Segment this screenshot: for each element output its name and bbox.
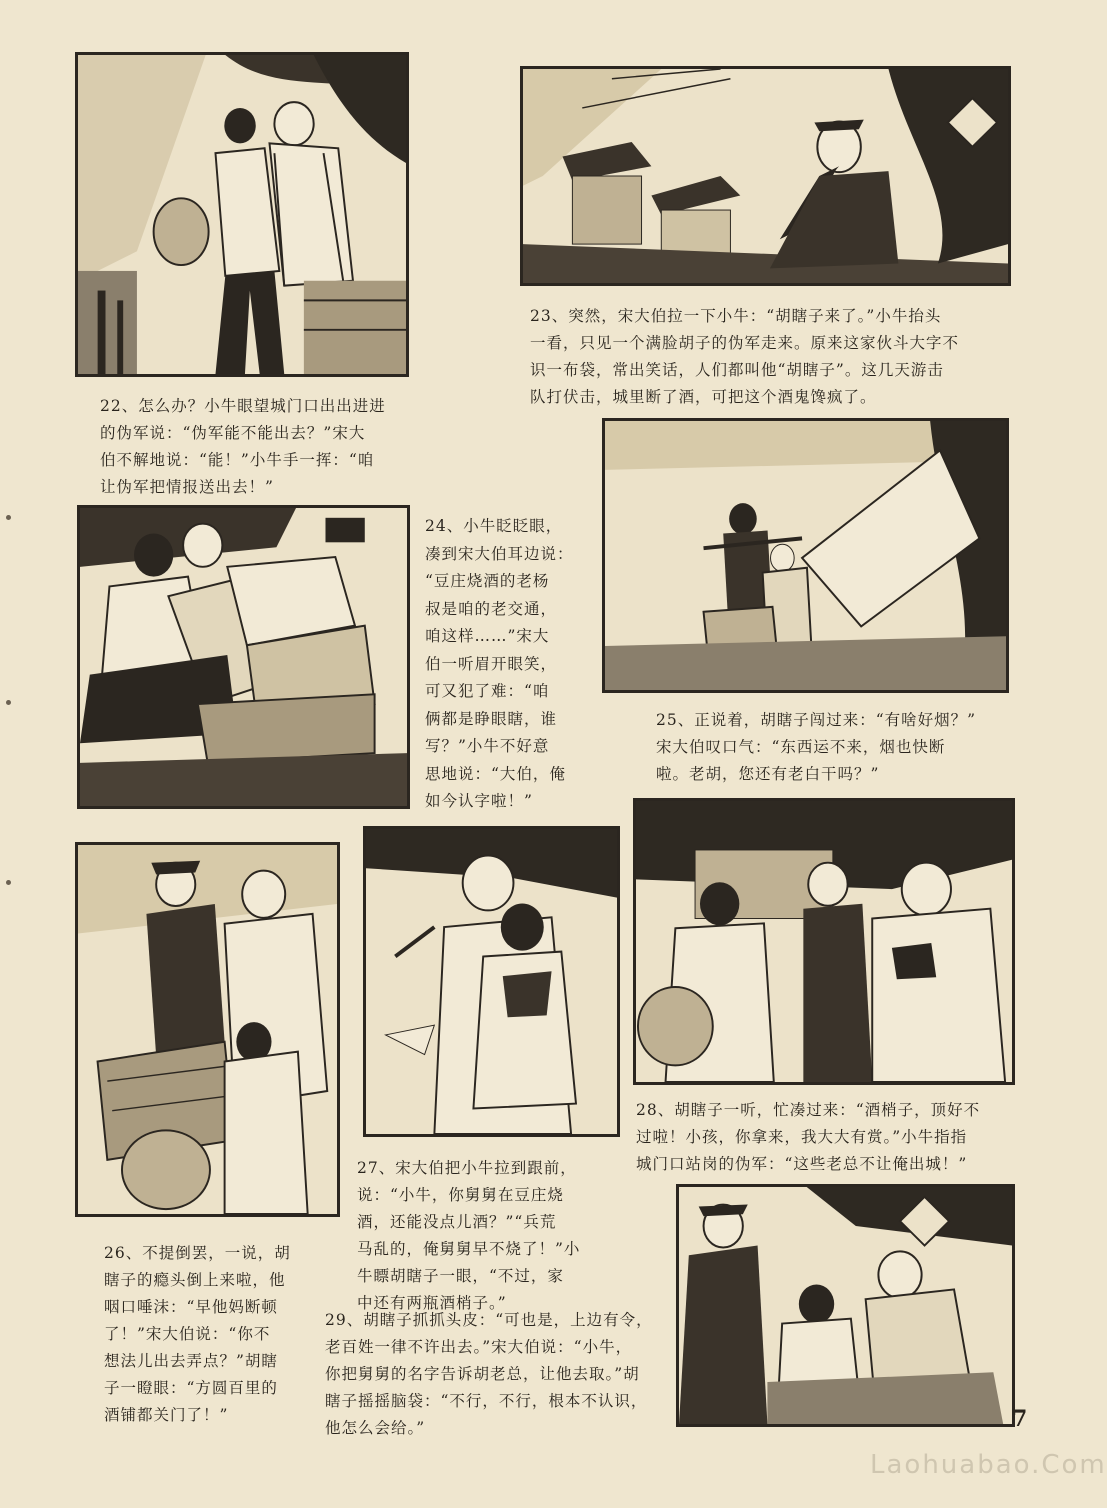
caption-27: 27、宋大伯把小牛拉到跟前， 说：“小牛，你舅舅在豆庄烧 酒，还能没点儿酒？”“兵荒 马乱的，俺舅舅早不烧了！”小 牛瞟胡瞎子一眼，“不过，家 中还有两瓶酒梢子。” [357, 1159, 581, 1312]
binding-hole [6, 700, 11, 705]
panel-24-illustration [77, 505, 410, 809]
panel-26-illustration [75, 842, 340, 1217]
binding-hole [6, 880, 11, 885]
panel-29-illustration [676, 1184, 1015, 1427]
caption-24: 24、小牛眨眨眼， 凑到宋大伯耳边说： “豆庄烧酒的老杨 叔是咱的老交通， 咱这样……”宋大 伯一听眉开眼笑， 可又犯了难：“咱 俩都是睁眼瞎，谁 写？”小牛不好意 思地说：“大伯，俺 如今认字啦！” [425, 517, 574, 810]
caption-25: 25、正说着，胡瞎子闯过来：“有啥好烟？” 宋大伯叹口气：“东西运不来，烟也快断 啦。老胡，您还有老白干吗？” [656, 711, 977, 783]
caption-29: 29、胡瞎子抓抓头皮：“可也是，上边有令， 老百姓一律不许出去。”宋大伯说：“小牛， 你把舅舅的名字告诉胡老总，让他去取。”胡 瞎子摇摇脑袋：“不行，不行，根本不认识， 他怎么会给。” [325, 1311, 653, 1437]
panel-27-illustration [363, 826, 620, 1137]
caption-28: 28、胡瞎子一听，忙凑过来：“酒梢子，顶好不 过啦！小孩，你拿来，我大大有赏。”小牛指指 城门口站岗的伪军：“这些老总不让俺出城！” [636, 1101, 981, 1173]
panel-28-illustration [633, 798, 1015, 1085]
watermark: Laohuabao.Com [870, 1450, 1107, 1480]
panel-22-illustration [75, 52, 409, 377]
caption-23: 23、突然，宋大伯拉一下小牛：“胡瞎子来了。”小牛抬头 一看，只见一个满脸胡子的伪军走来。原来这家伙斗大字不 识一布袋，常出笑话，人们都叫他“胡瞎子”。这几天游击 队打伏击，城里断了酒，可把这个酒鬼馋疯了。 [530, 307, 960, 406]
caption-26: 26、不提倒罢，一说，胡 瞎子的瘾头倒上来啦，他 咽口唾沫：“早他妈断顿 了！”宋大伯说：“你不 想法儿出去弄点？”胡瞎 子一瞪眼：“方圆百里的 酒铺都关门了！” [104, 1244, 291, 1424]
caption-22: 22、怎么办？小牛眼望城门口出出进进 的伪军说：“伪军能不能出去？”宋大 伯不解地说：“能！”小牛手一挥：“咱 让伪军把情报送出去！” [100, 397, 386, 496]
page-number: 7 [1012, 1406, 1028, 1432]
binding-hole [6, 515, 11, 520]
panel-23-illustration [520, 66, 1011, 286]
panel-25-illustration [602, 418, 1009, 693]
